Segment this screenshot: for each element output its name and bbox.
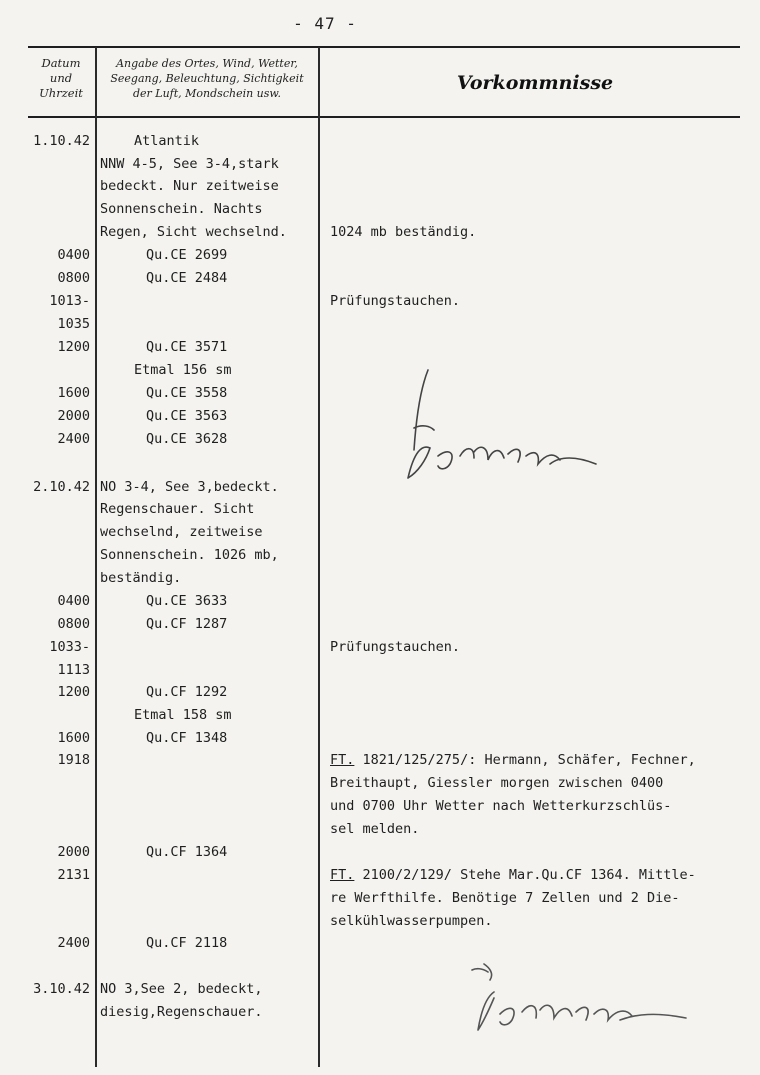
location-weather-cell: Qu.CE 3563 — [146, 408, 228, 424]
date-time-cell: 1200 — [57, 684, 90, 700]
date-time-cell: 2.10.42 — [33, 479, 90, 495]
location-weather-cell: Qu.CF 1287 — [146, 616, 228, 632]
events-cell — [330, 749, 696, 772]
date-time-cell: 1.10.42 — [33, 133, 90, 149]
location-weather-cell: Regen, Sicht wechselnd. — [100, 224, 287, 240]
events-cell — [330, 864, 696, 887]
events-cell: Prüfungstauchen. — [330, 293, 461, 309]
events-text: 2100/2/129/ Stehe Mar.Qu.CF 1364. Mittle- — [362, 867, 696, 883]
header-date-time — [28, 56, 94, 101]
date-time-cell: 1600 — [57, 385, 90, 401]
date-time-cell: 2400 — [57, 935, 90, 951]
location-weather-cell: Regenschauer. Sicht — [100, 501, 255, 517]
column-divider-2 — [318, 47, 320, 1067]
signature-2 — [460, 958, 700, 1038]
location-weather-cell: Etmal 158 sm — [134, 707, 232, 723]
date-time-cell: 0800 — [57, 270, 90, 286]
date-time-cell: 1200 — [57, 339, 90, 355]
location-weather-cell: NO 3-4, See 3,bedeckt. — [100, 479, 279, 495]
date-time-cell: 0400 — [57, 593, 90, 609]
location-weather-cell: Qu.CE 3633 — [146, 593, 228, 609]
header-line: der Luft, Mondschein usw. — [132, 87, 282, 100]
location-weather-cell: Qu.CE 3558 — [146, 385, 228, 401]
location-weather-cell: wechselnd, zeitweise — [100, 524, 263, 540]
location-weather-cell: Qu.CE 2699 — [146, 247, 228, 263]
events-text: 1821/125/275/: Hermann, Schäfer, Fechner, — [362, 752, 696, 768]
date-time-cell: 1033- — [49, 639, 90, 655]
date-time-cell: 1918 — [57, 752, 90, 768]
date-time-cell: 3.10.42 — [33, 981, 90, 997]
date-time-cell: 2000 — [57, 408, 90, 424]
header-line: Seegang, Beleuchtung, Sichtigkeit — [110, 72, 304, 85]
header-events: Vorkommnisse — [456, 72, 614, 94]
location-weather-cell: Sonnenschein. Nachts — [100, 201, 263, 217]
date-time-cell: 2000 — [57, 844, 90, 860]
events-cell: Breithaupt, Giessler morgen zwischen 0400 — [330, 775, 664, 791]
events-cell: 1024 mb beständig. — [330, 224, 477, 240]
header-line: Uhrzeit — [39, 86, 83, 100]
events-cell: Prüfungstauchen. — [330, 639, 461, 655]
location-weather-cell: Qu.CF 2118 — [146, 935, 228, 951]
location-weather-cell: Etmal 156 sm — [134, 362, 232, 378]
header-top-rule — [28, 46, 740, 48]
header-line: und — [49, 71, 73, 85]
events-cell: selkühlwasserpumpen. — [330, 913, 493, 929]
ft-prefix: FT. — [330, 867, 355, 883]
date-time-cell: 0400 — [57, 247, 90, 263]
signature-1 — [400, 360, 620, 490]
date-time-cell: 2131 — [57, 867, 90, 883]
header-line: Angabe des Ortes, Wind, Wetter, — [116, 57, 298, 70]
location-weather-cell: Qu.CE 3571 — [146, 339, 228, 355]
ft-prefix: FT. — [330, 752, 355, 768]
location-weather-cell: Qu.CE 3628 — [146, 431, 228, 447]
events-cell: re Werfthilfe. Benötige 7 Zellen und 2 Die- — [330, 890, 680, 906]
date-time-cell: 1600 — [57, 730, 90, 746]
location-weather-cell: Qu.CF 1348 — [146, 730, 228, 746]
date-time-cell: 0800 — [57, 616, 90, 632]
location-weather-cell: NO 3,See 2, bedeckt, — [100, 981, 263, 997]
location-weather-cell: diesig,Regenschauer. — [100, 1004, 263, 1020]
location-weather-cell: Atlantik — [134, 133, 200, 149]
location-weather-cell: bedeckt. Nur zeitweise — [100, 178, 279, 194]
date-time-cell: 1035 — [57, 316, 90, 332]
header-bottom-rule — [28, 116, 740, 118]
header-location-weather — [97, 56, 317, 101]
events-cell: sel melden. — [330, 821, 420, 837]
date-time-cell: 2400 — [57, 431, 90, 447]
events-cell: und 0700 Uhr Wetter nach Wetterkurzschlüs- — [330, 798, 672, 814]
location-weather-cell: beständig. — [100, 570, 182, 586]
page-number: - 47 - — [293, 14, 357, 33]
header-line: Datum — [41, 56, 81, 70]
location-weather-cell: Qu.CF 1292 — [146, 684, 228, 700]
location-weather-cell: NNW 4-5, See 3-4,stark — [100, 156, 279, 172]
location-weather-cell: Sonnenschein. 1026 mb, — [100, 547, 279, 563]
location-weather-cell: Qu.CE 2484 — [146, 270, 228, 286]
date-time-cell: 1113 — [57, 662, 90, 678]
location-weather-cell: Qu.CF 1364 — [146, 844, 228, 860]
column-divider-1 — [95, 47, 97, 1067]
date-time-cell: 1013- — [49, 293, 90, 309]
